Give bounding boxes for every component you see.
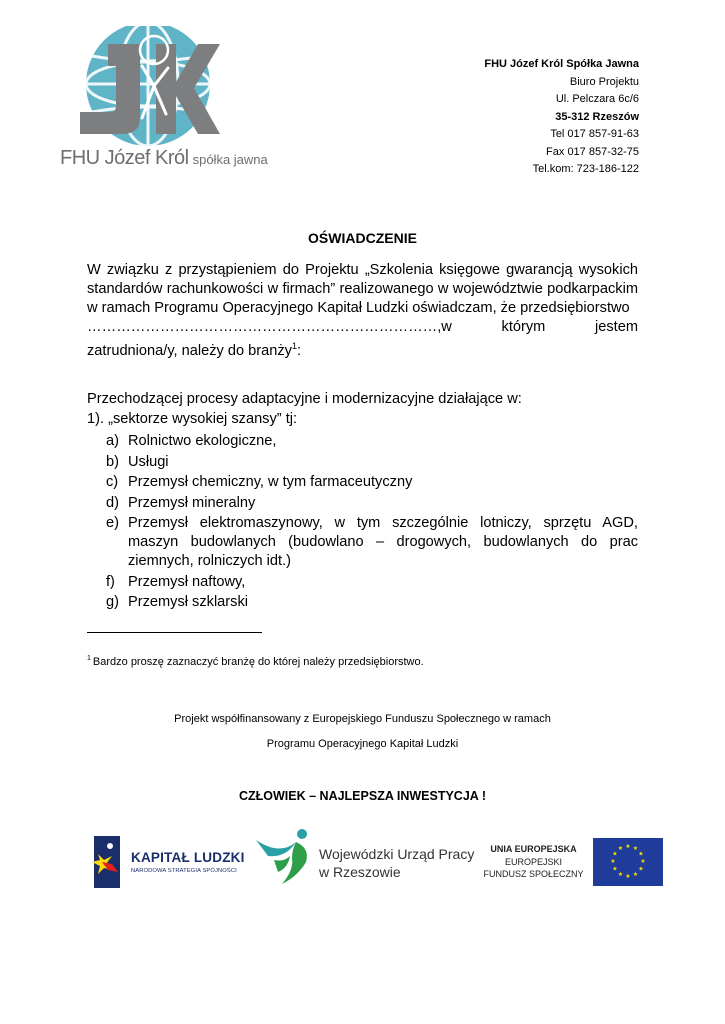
- list-item-letter: e): [106, 515, 119, 531]
- address-fax: Fax 017 857-32-75: [546, 145, 639, 158]
- intro-dots-line: [87, 318, 638, 337]
- address-company: FHU Józef Król Spółka Jawna: [484, 58, 639, 70]
- list-item-text: Przemysł szklarski: [128, 594, 248, 610]
- kapital-ludzki-title: KAPITAŁ LUDZKI: [131, 850, 245, 865]
- list-item: [106, 473, 638, 492]
- eu-line-2: EUROPEJSKI: [504, 856, 562, 867]
- kapital-ludzki-subtitle: NARODOWA STRATEGIA SPÓJNOŚCI: [131, 868, 237, 874]
- footnote-divider: [87, 632, 262, 633]
- svg-text:★: ★: [625, 873, 631, 880]
- list-item: [106, 593, 638, 612]
- svg-text:★: ★: [638, 865, 644, 873]
- logo-company-name: FHU Józef Król: [60, 147, 189, 169]
- svg-text:★: ★: [625, 843, 631, 850]
- address-block: [484, 56, 639, 179]
- list-item-letter: b): [106, 453, 119, 470]
- svg-text:★: ★: [632, 871, 639, 878]
- list-item-letter: d): [106, 494, 119, 511]
- eu-text: [477, 843, 590, 881]
- list-item-text: Przemysł mineralny: [128, 494, 256, 511]
- intro-end-text: zatrudniona/y, należy do branży: [87, 343, 292, 359]
- list-item: [106, 514, 638, 571]
- wup-line-2: w Rzeszowie: [319, 864, 401, 880]
- svg-text:★: ★: [612, 850, 618, 858]
- section-heading: 1). „sektorze wysokiej szansy” tj:: [87, 411, 298, 427]
- list-item-letter: f): [106, 573, 115, 590]
- svg-text:★: ★: [640, 858, 646, 865]
- slogan: CZŁOWIEK – NAJLEPSZA INWESTYCJA !: [238, 789, 486, 803]
- intro-dots-blank: ………………………………………………………………,w: [87, 319, 452, 335]
- funding-line-1: Projekt współfinansowany z Europejskiego Funduszu Społecznego w ramach: [174, 713, 551, 725]
- list-item: [106, 494, 638, 513]
- list-item-text: Przemysł naftowy,: [128, 573, 246, 590]
- list-item-letter: g): [106, 594, 119, 610]
- logo-company-form: spółka jawna: [192, 152, 268, 167]
- list-item: [106, 573, 638, 592]
- svg-text:★: ★: [617, 845, 624, 852]
- footnote-ref: 1: [291, 341, 297, 351]
- intro-dots-word-1: którym: [501, 319, 546, 335]
- wup-logo: [252, 826, 322, 888]
- list-item-text: Usługi: [128, 453, 169, 470]
- eu-flag-icon: [593, 838, 663, 886]
- address-phone: Tel 017 857-91-63: [550, 128, 639, 140]
- address-postal-city: 35-312 Rzeszów: [555, 110, 639, 123]
- list-item-text: Przemysł elektromaszynowy, w tym szczególnie lotniczy, sprzętu AGD, maszyn budowlanych (budowlano – drogowych, budowlanych do prac ziemnych, rolniczych idt.): [128, 515, 638, 569]
- list-item: [106, 453, 638, 472]
- list-item-letter: a): [106, 433, 119, 449]
- section-intro: Przechodzącej procesy adaptacyjne i modernizacyjne działające w:: [87, 391, 522, 407]
- footnote-text: Bardzo proszę zaznaczyć branżę do której należy przedsiębiorstwo.: [92, 656, 424, 668]
- list-item-text: Rolnictwo ekologiczne,: [128, 433, 277, 449]
- footnote-number: 1: [87, 655, 91, 662]
- intro-paragraph: W związku z przystąpieniem do Projektu „Szkolenia księgowe gwarancją wysokich standardów rachunkowości w firmach” realizowanego w województwie podkarpackim w ramach Programu Operacyjnego Kapitał Ludzki oświadczam, że przedsiębiorstwo: [87, 262, 638, 316]
- kapital-ludzki-emblem-icon: [88, 832, 132, 892]
- footnote: [87, 655, 424, 668]
- svg-text:★: ★: [612, 865, 618, 873]
- address-street: Ul. Pelczara 6c/6: [555, 93, 639, 105]
- svg-text:★: ★: [617, 871, 624, 878]
- address-mobile: Tel.kom: 723-186-122: [532, 163, 639, 175]
- eu-line-1: UNIA EUROPEJSKA: [490, 844, 577, 854]
- svg-text:★: ★: [610, 858, 616, 865]
- sector-list: [106, 432, 638, 614]
- list-item: [106, 432, 638, 451]
- funding-line-2: Programu Operacyjnego Kapitał Ludzki: [266, 738, 459, 750]
- document-title: OŚWIADCZENIE: [308, 230, 417, 246]
- intro-dots-word-2: jestem: [595, 319, 638, 335]
- eu-line-3: FUNDUSZ SPOŁECZNY: [483, 869, 584, 879]
- wup-emblem-icon: [252, 826, 322, 888]
- company-logo-caption: [60, 147, 268, 170]
- intro-end-colon: :: [297, 343, 302, 359]
- intro-end: [87, 337, 301, 361]
- address-office: Biuro Projektu: [569, 75, 639, 88]
- list-item-text: Przemysł chemiczny, w tym farmaceutyczny: [128, 474, 413, 490]
- wup-line-1: Wojewódzki Urząd Pracy: [319, 846, 475, 862]
- list-item-letter: c): [106, 474, 119, 490]
- svg-text:★: ★: [632, 845, 639, 852]
- svg-text:★: ★: [638, 850, 644, 858]
